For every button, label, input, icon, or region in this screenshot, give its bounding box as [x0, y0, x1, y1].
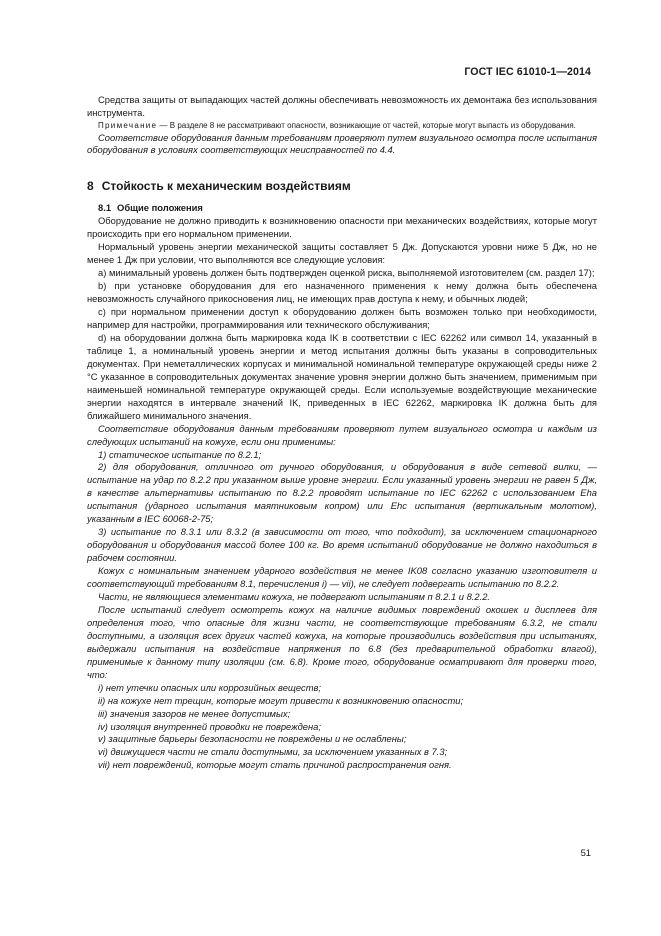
check-item-iv: iv) изоляция внутренней проводки не повреждена;: [98, 720, 321, 732]
page-content: [87, 94, 597, 772]
note-label: Примечание: [98, 120, 158, 130]
document-code: ГОСТ IEC 61010-1—2014: [464, 66, 591, 78]
subsection-heading: [87, 202, 597, 215]
test-item-1: 1) статическое испытание по 8.2.1;: [98, 448, 262, 460]
note-text: — В разделе 8 не рассматривают опасности, возникающие от частей, которые могут выпасть из оборудования.: [157, 120, 576, 130]
section-title: Стойкость к механическим воздействиям: [101, 179, 351, 194]
ik08-paragraph: Кожух с номинальным значением ударного воздействия не менее IK08 согласно указанию изготовителя и соответствующий требованиям 8.1, перечисления i) — vii), не следует подвергать испытанию по 8.2.2.: [87, 565, 597, 590]
intro-compliance: Соответствие оборудования данным требованиям проверяют путем визуального осмотра после испытания оборудования в условиях соответствующих неисправностей по 4.4.: [87, 131, 597, 156]
subsection-number: 8.1: [98, 202, 112, 214]
section-heading: [87, 179, 597, 193]
subsection-title: Общие положения: [117, 202, 203, 214]
compliance-paragraph: Соответствие оборудования данным требованиям проверяют путем визуального осмотра и каждым из следующих испытаний на кожухе, если они применимы:: [87, 422, 597, 447]
list-item-a: a) минимальный уровень должен быть подтвержден оценкой риска, выполняемой изготовителем (см. раздел 17);: [98, 267, 595, 279]
paragraph: Нормальный уровень энергии механической защиты составляет 5 Дж. Допускаются уровни ниже 5 Дж, но не менее 1 Дж при условии, что выполняются все следующие условия:: [87, 241, 597, 266]
note: [87, 120, 597, 132]
test-item-2: 2) для оборудования, отличного от ручного оборудования, и оборудования в виде сетевой вилки, — испытание на удар по 8.2.2 при указанном выше уровне энергии. Если указанный уровень энергии не равен 5 Дж, в качестве альтернативы испытанию по 8.2.2 проводят испытание по IEC 62262 с использованием Eha испытания (ударного испытания маятниковым копром) или Ehc испытания (вертикальным молотом), указанным в IEC 60068-2-75;: [87, 461, 597, 525]
check-item-i: i) нет утечки опасных или коррозийных веществ;: [98, 681, 322, 693]
check-item-vii: vii) нет повреждений, которые могут стать причиной распространения огня.: [98, 759, 452, 771]
section-number: 8: [87, 179, 94, 194]
check-item-iii: iii) значения зазоров не менее допустимых;: [98, 707, 291, 719]
check-item-v: v) защитные барьеры безопасности не повреждены и не ослаблены;: [98, 733, 407, 745]
check-item-vi: vi) движущиеся части не стали доступными, за исключением указанных в 7.3;: [98, 746, 448, 758]
page-number: 51: [580, 847, 591, 858]
check-item-ii: ii) на кожухе нет трещин, которые могут привести к возникновению опасности;: [98, 694, 464, 706]
intro-paragraph: Средства защиты от выпадающих частей должны обеспечивать невозможность их демонтажа без использования инструмента.: [87, 94, 597, 118]
list-item-d: d) на оборудовании должна быть маркировка кода IK в соответствии с IEC 62262 или символ 14, указанный в таблице 1, а номинальный уровень энергии и метод испытания должны быть указаны в сопроводительных документах. При неметаллических корпусах и минимальной номинальной температуре окружающей среды ниже 2 °C указанное в сопроводительных документах значение уровня энергии должно быть значением, применимым при наименьшей номинальной температуре окружающей среды. Если используемые воздействующие механические энергии находятся в интервале значений IK, приведенных в IEC 62262, маркировка IK должна быть для ближайшего минимального значения.: [87, 331, 597, 421]
parts-paragraph: Части, не являющиеся элементами кожуха, не подвергают испытаниям п 8.2.1 и 8.2.2.: [98, 591, 491, 602]
list-item-b: b) при установке оборудования для его назначенного применения к нему должна быть обеспечена невозможность случайного прикосновения лиц, не имеющих прав доступа к нему, и обычных людей;: [87, 280, 597, 305]
paragraph: Оборудование не должно приводить к возникновению опасности при механических воздействиях, которые могут происходить при его нормальном применении.: [87, 215, 597, 240]
test-item-3: 3) испытание по 8.3.1 или 8.3.2 (в зависимости от того, что подходит), за исключением стационарного оборудования и оборудования массой более 100 кг. Во время испытаний оборудование не должно находиться в рабочем состоянии.: [87, 526, 597, 564]
list-item-c: c) при нормальном применении доступ к оборудованию должен быть возможен только при необходимости, например для настройки, программирования или технического обслуживания;: [87, 306, 597, 330]
after-test-paragraph: После испытаний следует осмотреть кожух на наличие видимых повреждений окошек и дисплеев для определения того, что опасные для жизни части, не соответствующие требованиям 6.3.2, не стали доступными, а изоляция всех других частей кожуха, на которые производились воздействия при испытаниях, выдержали испытания на воздействие напряжения по 6.8 (без предварительной обработки влагой), применимые к данному типу изоляции (см. 6.8). Кроме того, оборудование осматривают для проверки того, что:: [87, 603, 597, 680]
